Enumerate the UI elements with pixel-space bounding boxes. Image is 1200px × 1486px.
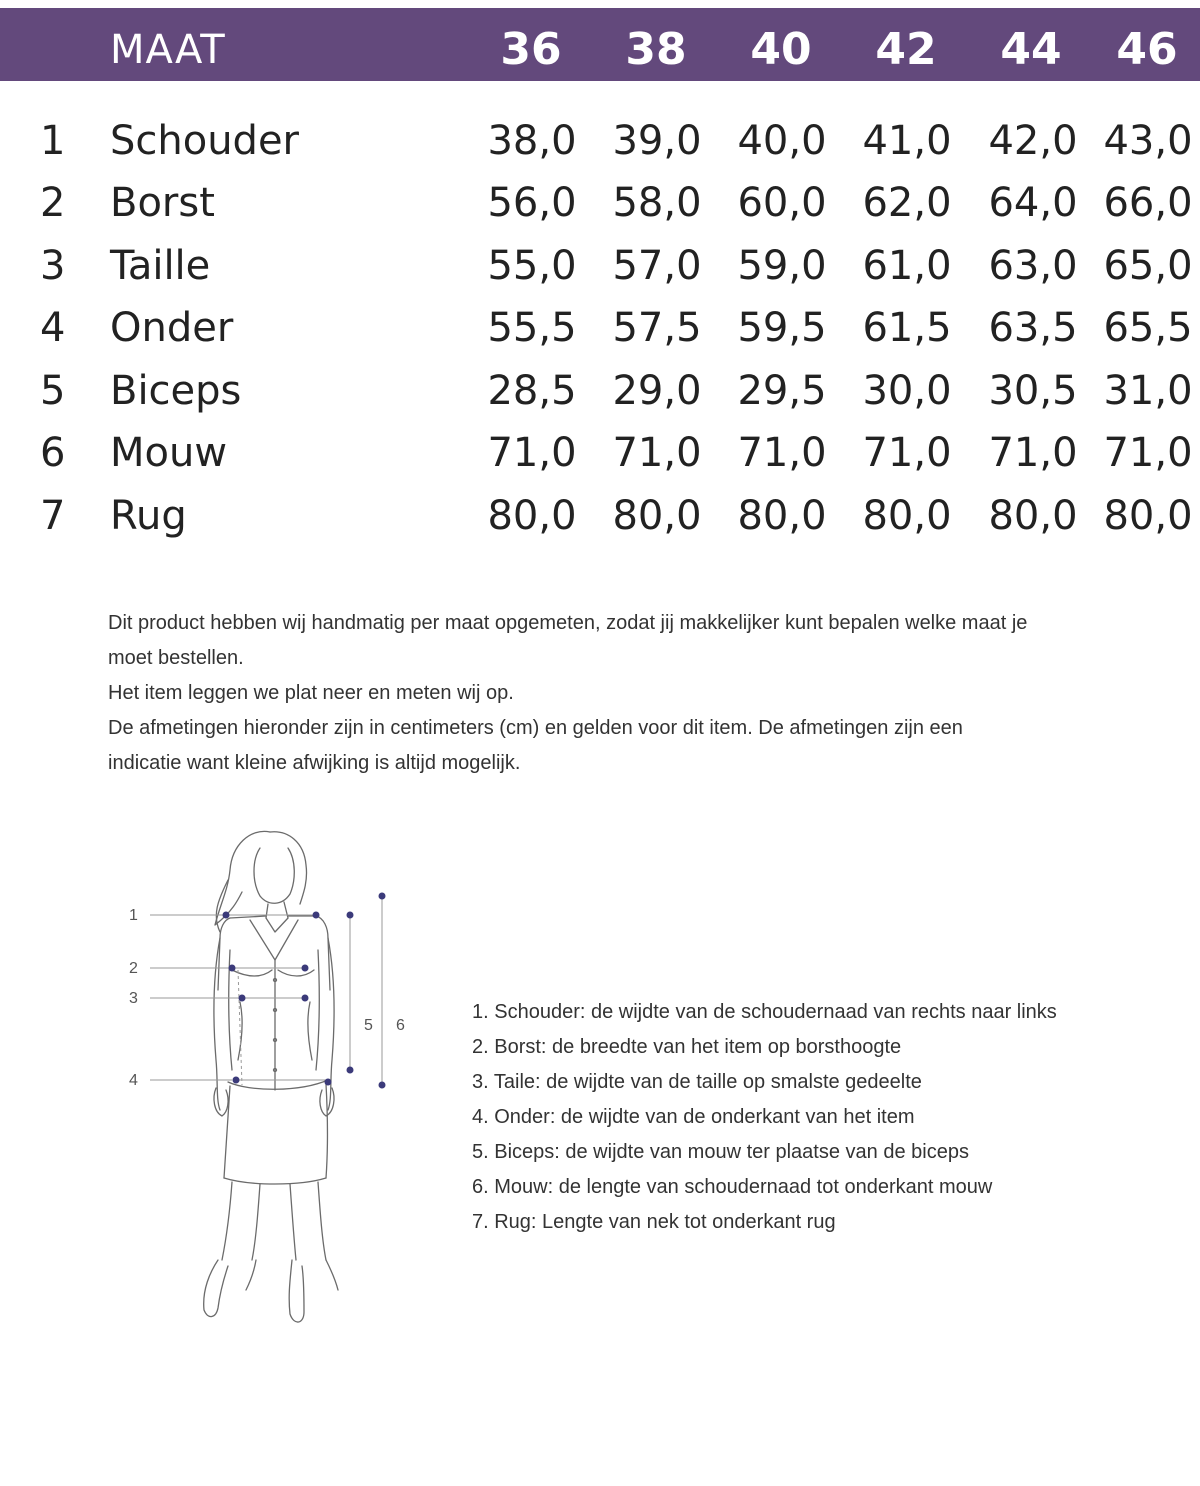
table-cell: 57,5 bbox=[612, 305, 702, 351]
table-cell: 30,0 bbox=[862, 368, 952, 414]
legend-item: 3. Taile: de wijdte van de taille op smalste gedeelte bbox=[472, 1071, 922, 1093]
size-column-36: 36 bbox=[500, 24, 562, 75]
row-label: Taille bbox=[110, 243, 211, 289]
table-cell: 65,0 bbox=[1103, 243, 1193, 289]
table-row bbox=[0, 116, 1200, 176]
table-cell: 42,0 bbox=[988, 118, 1078, 164]
table-cell: 58,0 bbox=[612, 180, 702, 226]
legend-item: 1. Schouder: de wijdte van de schoudernaad van rechts naar links bbox=[472, 1001, 1057, 1023]
table-cell: 29,0 bbox=[612, 368, 702, 414]
row-number: 4 bbox=[40, 305, 66, 351]
legend-item: 7. Rug: Lengte van nek tot onderkant rug bbox=[472, 1211, 836, 1233]
intro-line: Dit product hebben wij handmatig per maat opgemeten, zodat jij makkelijker kunt bepalen welke maat je bbox=[108, 612, 1028, 634]
table-cell: 55,5 bbox=[487, 305, 577, 351]
row-number: 3 bbox=[40, 243, 66, 289]
table-cell: 71,0 bbox=[988, 430, 1078, 476]
table-cell: 80,0 bbox=[988, 493, 1078, 539]
table-row bbox=[0, 366, 1200, 426]
table-cell: 41,0 bbox=[862, 118, 952, 164]
table-row bbox=[0, 428, 1200, 488]
table-cell: 62,0 bbox=[862, 180, 952, 226]
table-cell: 57,0 bbox=[612, 243, 702, 289]
figure-label-1: 1 bbox=[129, 907, 138, 924]
table-cell: 63,5 bbox=[988, 305, 1078, 351]
size-column-46: 46 bbox=[1116, 24, 1178, 75]
table-cell: 31,0 bbox=[1103, 368, 1193, 414]
table-cell: 80,0 bbox=[487, 493, 577, 539]
table-cell: 80,0 bbox=[737, 493, 827, 539]
table-row bbox=[0, 303, 1200, 363]
figure-label-5: 5 bbox=[364, 1017, 373, 1034]
table-cell: 59,5 bbox=[737, 305, 827, 351]
row-number: 1 bbox=[40, 118, 66, 164]
table-row bbox=[0, 241, 1200, 301]
table-cell: 71,0 bbox=[487, 430, 577, 476]
intro-line: moet bestellen. bbox=[108, 647, 244, 669]
legend-item: 2. Borst: de breedte van het item op borsthoogte bbox=[472, 1036, 902, 1058]
row-label: Onder bbox=[110, 305, 234, 351]
table-cell: 64,0 bbox=[988, 180, 1078, 226]
table-row bbox=[0, 491, 1200, 551]
table-cell: 71,0 bbox=[1103, 430, 1193, 476]
table-cell: 71,0 bbox=[862, 430, 952, 476]
table-cell: 63,0 bbox=[988, 243, 1078, 289]
measurement-intro bbox=[108, 606, 1108, 781]
intro-line: Het item leggen we plat neer en meten wij op. bbox=[108, 682, 514, 704]
table-cell: 61,0 bbox=[862, 243, 952, 289]
row-number: 5 bbox=[40, 368, 66, 414]
table-cell: 29,5 bbox=[737, 368, 827, 414]
table-cell: 43,0 bbox=[1103, 118, 1193, 164]
row-label: Mouw bbox=[110, 430, 228, 476]
table-cell: 80,0 bbox=[1103, 493, 1193, 539]
size-header-bar bbox=[0, 8, 1200, 81]
row-number: 6 bbox=[40, 430, 66, 476]
row-label: Borst bbox=[110, 180, 215, 226]
table-cell: 38,0 bbox=[487, 118, 577, 164]
size-column-40: 40 bbox=[750, 24, 812, 75]
row-label: Biceps bbox=[110, 368, 242, 414]
measurement-legend bbox=[472, 995, 1172, 1240]
size-column-38: 38 bbox=[625, 24, 687, 75]
intro-line: indicatie want kleine afwijking is altijd mogelijk. bbox=[108, 752, 521, 774]
figure-label-4: 4 bbox=[129, 1072, 138, 1089]
size-column-42: 42 bbox=[875, 24, 937, 75]
row-number: 7 bbox=[40, 493, 66, 539]
row-label: Schouder bbox=[110, 118, 300, 164]
table-cell: 59,0 bbox=[737, 243, 827, 289]
table-cell: 39,0 bbox=[612, 118, 702, 164]
table-cell: 80,0 bbox=[862, 493, 952, 539]
table-cell: 55,0 bbox=[487, 243, 577, 289]
table-cell: 65,5 bbox=[1103, 305, 1193, 351]
figure-label-2: 2 bbox=[129, 960, 138, 977]
table-cell: 66,0 bbox=[1103, 180, 1193, 226]
table-cell: 71,0 bbox=[612, 430, 702, 476]
legend-item: 5. Biceps: de wijdte van mouw ter plaatse van de biceps bbox=[472, 1141, 969, 1163]
size-column-44: 44 bbox=[1000, 24, 1062, 75]
legend-item: 6. Mouw: de lengte van schoudernaad tot onderkant mouw bbox=[472, 1176, 993, 1198]
woman-sketch-illustration bbox=[120, 820, 440, 1340]
row-label: Rug bbox=[110, 493, 187, 539]
figure-label-3: 3 bbox=[129, 990, 138, 1007]
table-row bbox=[0, 178, 1200, 238]
legend-item: 4. Onder: de wijdte van de onderkant van het item bbox=[472, 1106, 915, 1128]
measurement-figure bbox=[120, 820, 440, 1340]
table-cell: 28,5 bbox=[487, 368, 577, 414]
table-cell: 60,0 bbox=[737, 180, 827, 226]
table-cell: 61,5 bbox=[862, 305, 952, 351]
table-cell: 56,0 bbox=[487, 180, 577, 226]
table-cell: 40,0 bbox=[737, 118, 827, 164]
table-cell: 80,0 bbox=[612, 493, 702, 539]
table-cell: 71,0 bbox=[737, 430, 827, 476]
table-cell: 30,5 bbox=[988, 368, 1078, 414]
row-number: 2 bbox=[40, 180, 66, 226]
intro-line: De afmetingen hieronder zijn in centimeters (cm) en gelden voor dit item. De afmetingen zijn een bbox=[108, 717, 963, 739]
figure-label-6: 6 bbox=[396, 1017, 405, 1034]
size-header-label: MAAT bbox=[110, 27, 226, 73]
